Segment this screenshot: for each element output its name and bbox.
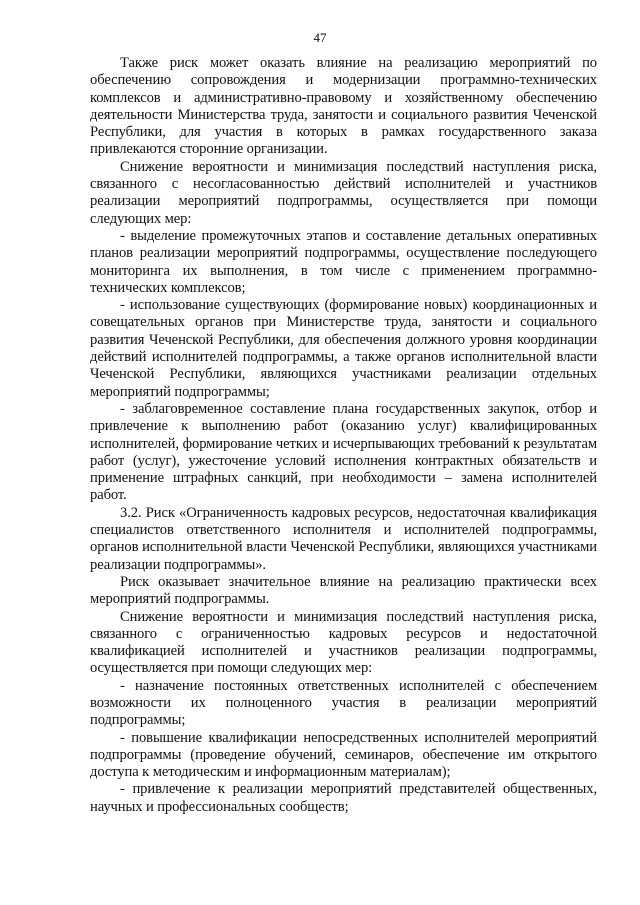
list-item: - назначение постоянных ответственных исполнителей с обеспечением возможности их полноценного участия в реализации мероприятий подпрограммы; <box>90 677 597 729</box>
paragraph: Также риск может оказать влияние на реализацию мероприятий по обеспечению сопровождения и модернизации программно-технических комплексов и административно-правовому и хозяйственному обеспечению деятельности Министерства труда, занятости и социального развития Чеченской Республики, для участия в которых в рамках государственного заказа привлекаются сторонние организации. <box>90 55 597 158</box>
list-item: - выделение промежуточных этапов и составление детальных оперативных планов реализации мероприятий подпрограммы, осуществление последующего мониторинга их выполнения, в том числе с применением программно-технических комплексов; <box>90 227 597 296</box>
list-item: - заблаговременное составление плана государственных закупок, отбор и привлечение к выполнению работ (оказанию услуг) квалифицированных исполнителей, формирование четких и исчерпывающих требований к результатам работ (услуг), ужесточение условий исполнения контрактных обязательств и применение штрафных санкций, при необходимости – замена исполнителей работ. <box>90 400 597 504</box>
paragraph: Риск оказывает значительное влияние на реализацию практически всех мероприятий подпрограммы. <box>90 573 597 608</box>
body-text <box>90 55 597 816</box>
page-number: 47 <box>313 30 327 45</box>
section-heading: 3.2. Риск «Ограниченность кадровых ресурсов, недостаточная квалификация специалистов ответственного исполнителя и исполнителей подпрограммы, органов исполнительной власти Чеченской Республики, являющихся участниками реализации подпрограммы». <box>90 504 597 573</box>
paragraph: Снижение вероятности и минимизация последствий наступления риска, связанного с несогласованностью действий исполнителей и участников реализации мероприятий подпрограммы, осуществляется при помощи следующих мер: <box>90 158 597 227</box>
list-item: - привлечение к реализации мероприятий представителей общественных, научных и профессиональных сообществ; <box>90 781 597 815</box>
paragraph: Снижение вероятности и минимизация последствий наступления риска, связанного с ограниченностью кадровых ресурсов и недостаточной квалификацией исполнителей и участников реализации подпрограммы, осуществляется при помощи следующих мер: <box>90 608 597 677</box>
list-item: - использование существующих (формирование новых) координационных и совещательных органов при Министерстве труда, занятости и социального развития Чеченской Республики, для обеспечения должного уровня координации действий исполнителей подпрограммы, а также органов исполнительной власти Чеченской Республики, являющихся участниками реализации отдельных мероприятий подпрограммы; <box>90 297 597 400</box>
list-item: - повышение квалификации непосредственных исполнителей мероприятий подпрограммы (проведение обучений, семинаров, обеспечение им открытого доступа к методическим и информационным материалам); <box>90 729 597 781</box>
